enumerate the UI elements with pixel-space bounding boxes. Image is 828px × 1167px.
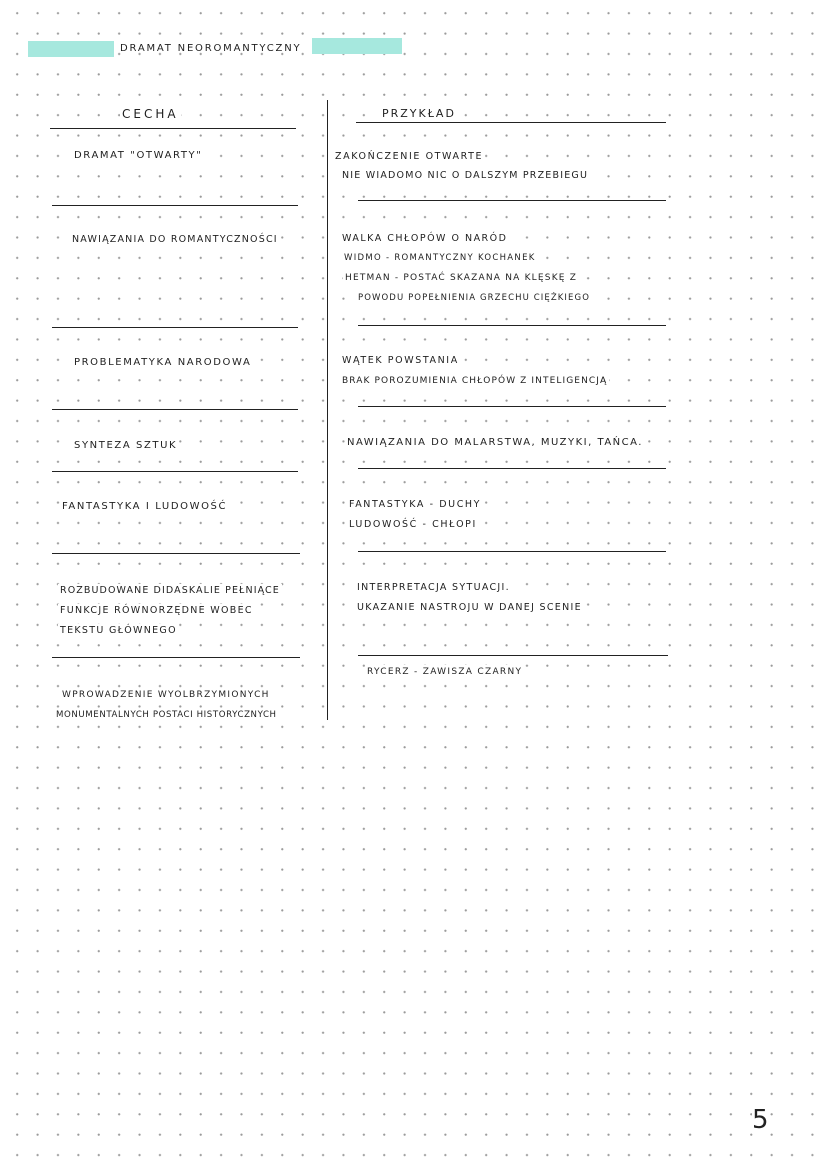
row-7-example-1: RYCERZ - ZAWISZA CZARNY <box>367 667 523 677</box>
row-7-feature-1: WPROWADZENIE WYOLBRZYMIONYCH <box>62 690 270 700</box>
column-header-example: PRZYKŁAD <box>382 107 456 120</box>
row-1-example-2: NIE WIADOMO NIC O DALSZYM PRZEBIEGU <box>342 170 589 181</box>
header-rule-left <box>50 128 296 129</box>
row-7-feature-2: MONUMENTALNYCH POSTACI HISTORYCZNYCH <box>56 710 277 720</box>
column-header-feature: CECHA <box>122 107 179 121</box>
row-6-rule-left <box>52 657 300 658</box>
row-2-example-2: WIDMO - ROMANTYCZNY KOCHANEK <box>344 253 536 263</box>
page-title: DRAMAT NEOROMANTYCZNY <box>120 43 302 54</box>
row-3-example-2: BRAK POROZUMIENIA CHŁOPÓW Z INTELIGENCJĄ <box>342 376 608 386</box>
row-4-rule-left <box>52 471 298 472</box>
row-1-feature: DRAMAT "OTWARTY" <box>74 150 203 161</box>
row-6-example-1: INTERPRETACJA SYTUACJI. <box>357 582 510 593</box>
row-5-rule-left <box>52 553 300 554</box>
row-4-rule-right <box>358 468 666 469</box>
row-3-example-1: WĄTEK POWSTANIA <box>342 355 459 366</box>
column-divider <box>327 100 328 720</box>
row-2-example-4: POWODU POPEŁNIENIA GRZECHU CIĘŻKIEGO <box>358 293 590 303</box>
row-4-feature: SYNTEZA SZTUK <box>74 440 178 451</box>
row-6-rule-right <box>358 655 668 656</box>
row-3-rule-right <box>358 406 666 407</box>
row-6-example-2: UKAZANIE NASTROJU W DANEJ SCENIE <box>357 602 582 613</box>
row-2-rule-right <box>358 325 666 326</box>
row-1-rule-right <box>358 200 666 201</box>
title-highlight-left <box>28 41 114 57</box>
row-6-feature-3: TEKSTU GŁÓWNEGO <box>60 625 177 636</box>
page-number: 5 <box>752 1105 769 1135</box>
row-2-example-1: WALKA CHŁOPÓW O NARÓD <box>342 233 508 244</box>
header-rule-right <box>356 122 666 123</box>
row-1-rule-left <box>52 205 298 206</box>
row-4-example-1: NAWIĄZANIA DO MALARSTWA, MUZYKI, TAŃCA. <box>347 437 643 448</box>
title-highlight-right <box>312 38 402 54</box>
row-6-feature-2: FUNKCJE RÓWNORZĘDNE WOBEC <box>60 605 253 616</box>
row-3-rule-left <box>52 409 298 410</box>
row-6-feature-1: ROZBUDOWANE DIDASKALIE PEŁNIĄCE <box>60 585 280 596</box>
row-5-rule-right <box>358 551 666 552</box>
row-3-feature: PROBLEMATYKA NARODOWA <box>74 357 252 368</box>
row-2-example-3: HETMAN - POSTAĆ SKAZANA NA KLĘSKĘ Z <box>345 273 578 283</box>
row-5-example-1: FANTASTYKA - DUCHY <box>349 499 482 510</box>
row-2-feature: NAWIĄZANIA DO ROMANTYCZNOŚCI <box>72 234 278 245</box>
row-1-example-1: ZAKOŃCZENIE OTWARTE <box>335 151 484 162</box>
row-5-example-2: LUDOWOŚĆ - CHŁOPI <box>349 519 477 530</box>
row-2-rule-left <box>52 327 298 328</box>
row-5-feature: FANTASTYKA I LUDOWOŚĆ <box>62 501 228 512</box>
